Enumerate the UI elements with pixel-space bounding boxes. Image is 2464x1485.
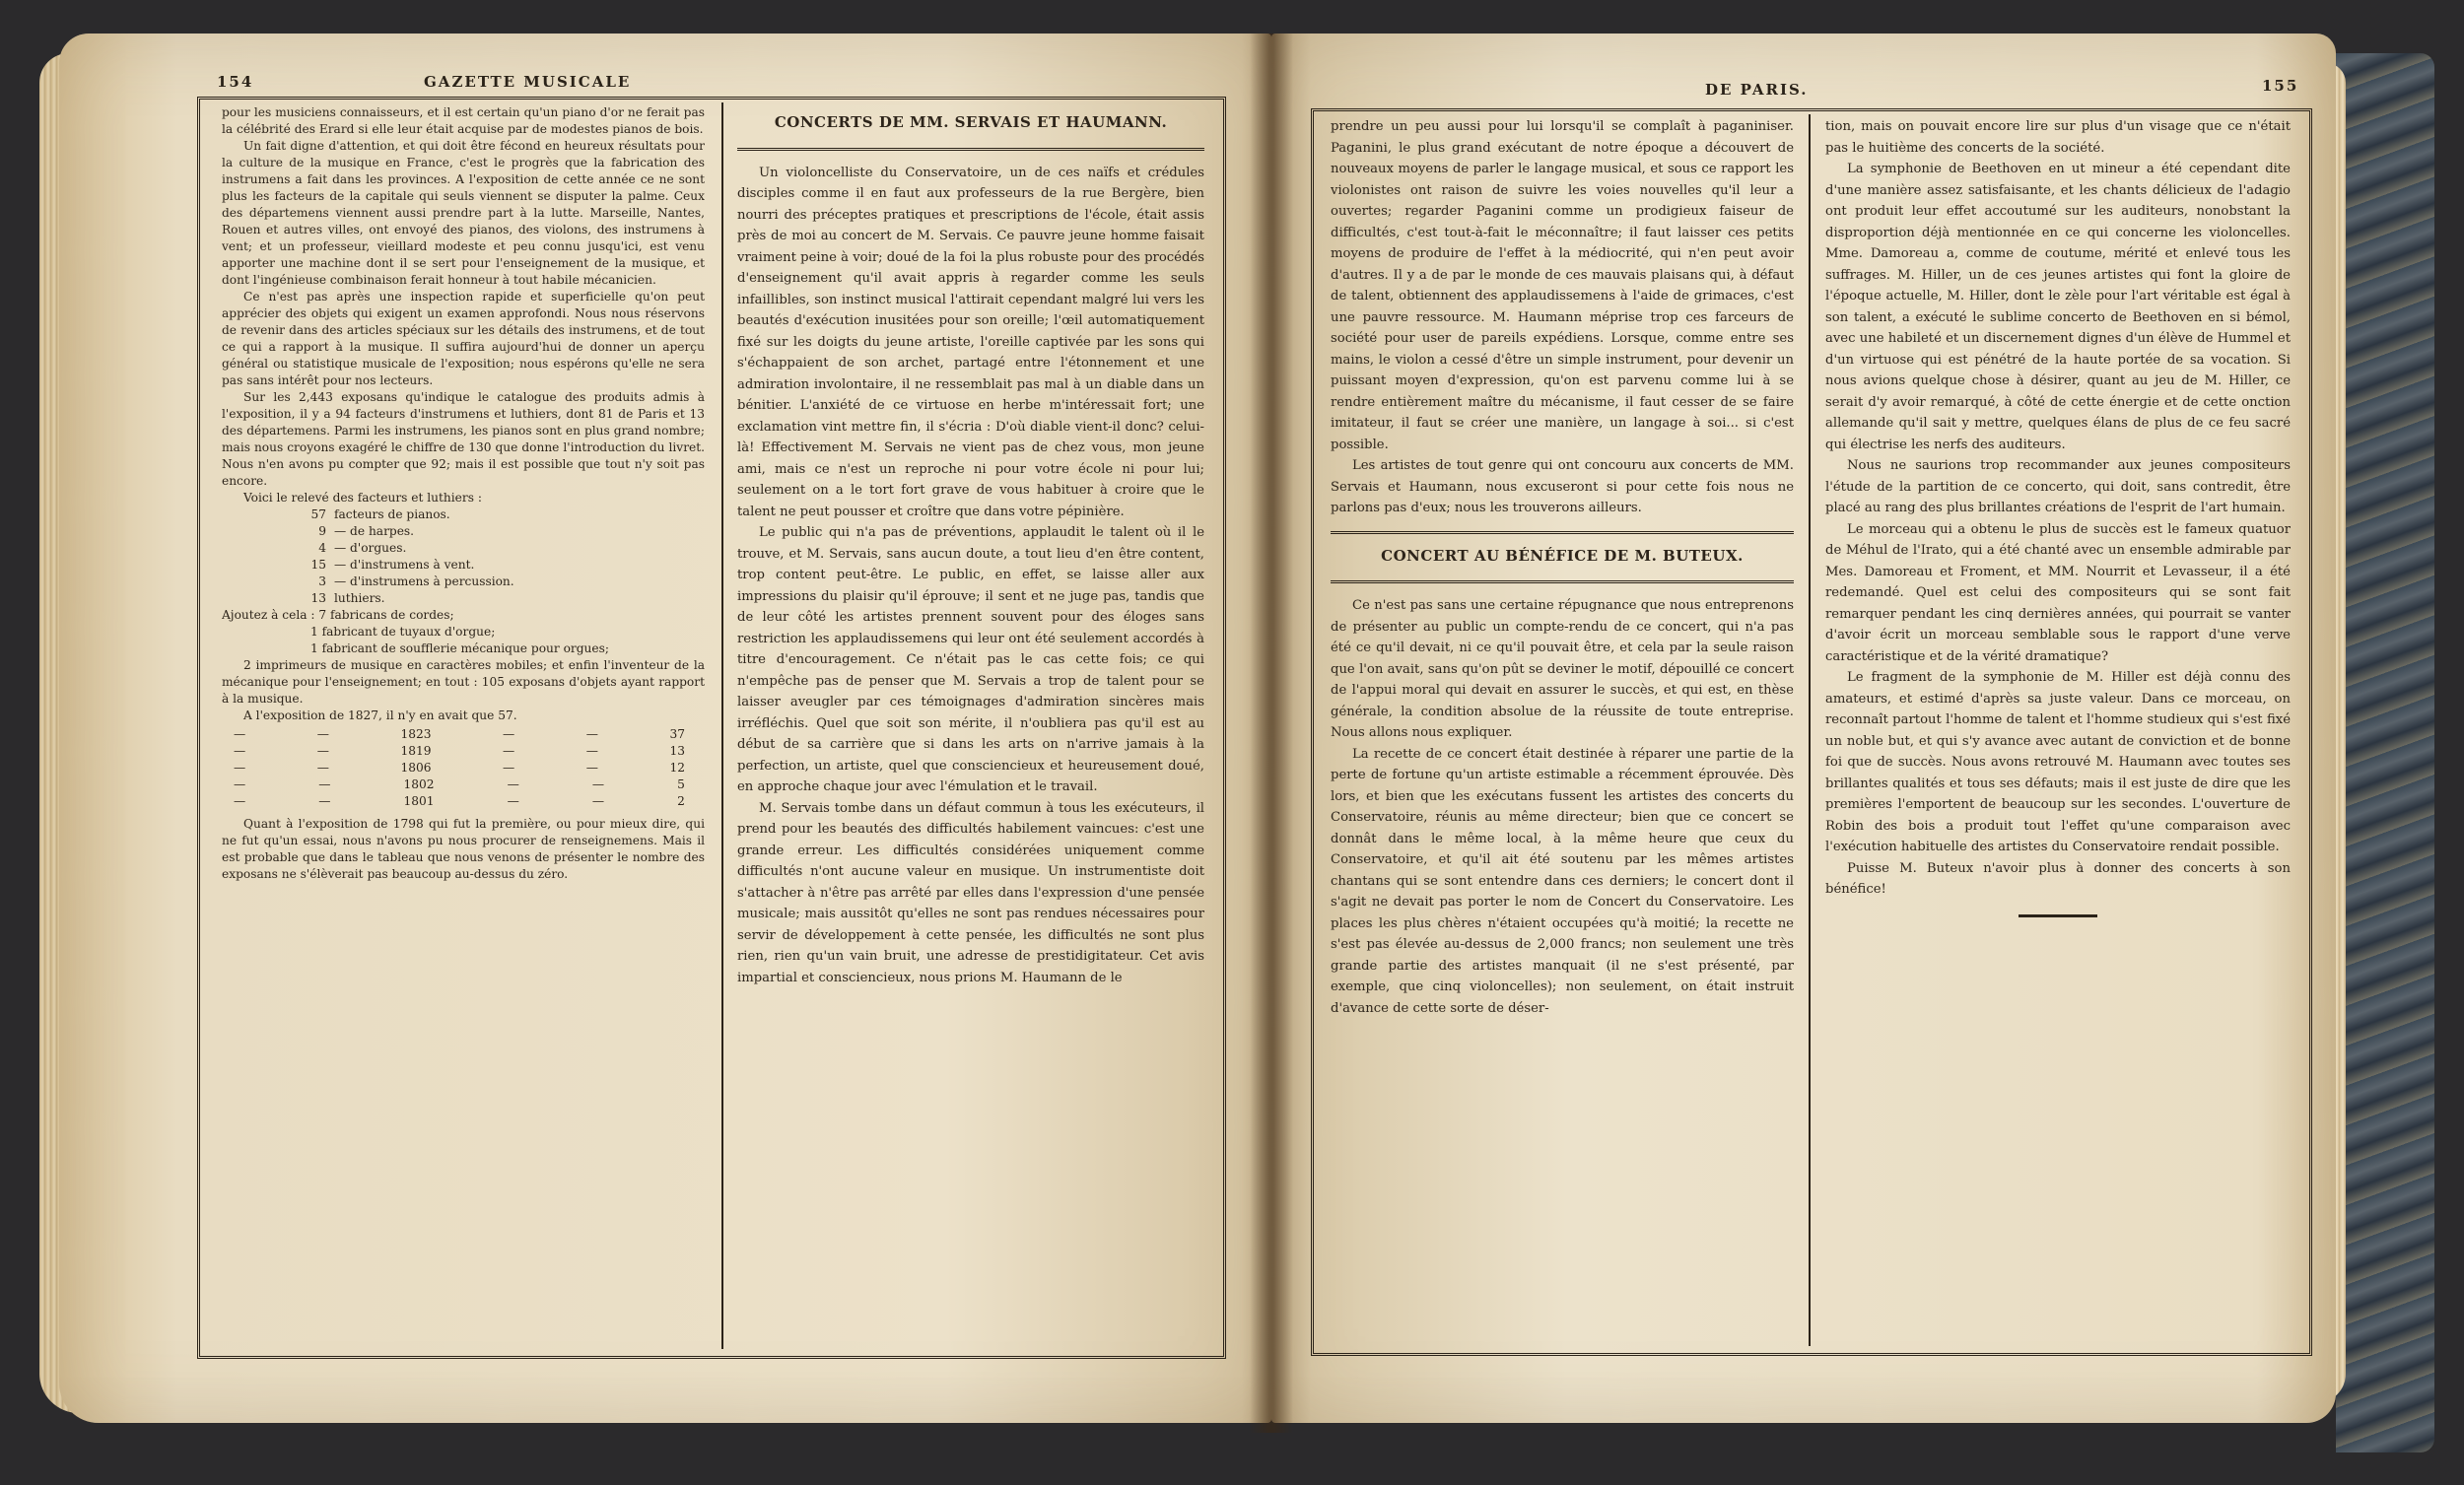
paragraph: Puisse M. Buteux n'avoir plus à donner des concerts à son bénéfice! — [1825, 860, 2291, 897]
facteurs-list — [222, 506, 705, 607]
title-divider — [737, 148, 1204, 151]
title-divider — [1331, 531, 1794, 534]
article-title-servais-haumann: CONCERTS DE MM. SERVAIS ET HAUMANN. — [774, 113, 1168, 131]
list-item: 4 — d'orgues. — [318, 541, 407, 555]
left-column-rule — [721, 102, 723, 1349]
paragraph: La symphonie de Beethoven en ut mineur a été cependant dite d'une manière assez satisfaisante, et les chants délicieux de l'adagio ont produit leur effet accoutumé sur les auditeurs, nonobstant la disproportion déjà mentionnée en ce qui concerne les violoncelles. Mme. Damoreau a, comme de coutume, mérité et enlevé tous les suffrages. M. Hiller, un de ces jeunes artistes qui font la gloire de l'époque actuelle, M. Hiller, dont le zèle pour l'art véritable est égal à son talent, a exécuté le sublime concerto de Beethoven en si bémol, avec une habileté et un discernement dignes d'un élève de Hummel et d'un virtuose qui est pénétré de la haute portée de sa vocation. Si nous avions quelque chose à désirer, quant au jeu de M. Hiller, ce serait d'y avoir remarqué, à côté de cette énergie et de cette onction allemande qu'il sait y mettre, quelques élans de plus de ce feu sacré qui électrise les nerfs des auditeurs. — [1825, 162, 2291, 452]
paragraph: prendre un peu aussi pour lui lorsqu'il se complaît à paganiniser. Paganini, le plus grand exécutant de notre époque a découvert de nouveaux moyens de parler le langage musical, et sous ce rapport les violonistes ont raison de suivre les voies nouvelles qu'il leur a ouvertes; regarder Paganini comme un prodigieux faiseur de difficultés, c'est tout-à-fait le méconnaître; il faut laisser ces petits moyens de produire de l'effet à la médiocrité, qui n'en peut avoir d'autres. Il y a de par le monde de ces mauvais plaisans qui, à défaut de talent, obtiennent des applaudissemens à l'aide de grimaces, c'est une pauvre ressource. M. Haumann méprise trop ces farceurs de société pour user de pareils expédiens. Lorsque, comme entre ses mains, le violon a cessé d'être un simple instrument, pour devenir un puissant moyen d'expression, qu'on est parvenu comme lui à se rendre entièrement maître du mécanisme, il faut cesser de se faire imitateur, il faut se créer une manière, un langage à soi... si c'est possible. — [1331, 119, 1794, 452]
additional-list — [222, 624, 705, 657]
paragraph: Le fragment de la symphonie de M. Hiller est déjà connu des amateurs, et estimé d'après sa juste valeur. Dans ce morceau, on reconnaît partout l'homme de talent et l'homme studieux qui s'est fixé un noble but, et qui s'y avance avec autant de conviction et de bonne foi que de succès. Nous avons retrouvé M. Haumann avec toutes ses brillantes qualités et tous ses défauts; mais il est juste de dire que les premières l'emportent de beaucoup sur les secondes. L'ouverture de Robin des bois a produit tout l'effet qu'une comparaison avec l'exécution habituelle des artistes du Conservatoire rendait possible. — [1825, 670, 2291, 854]
list-item: 3 — d'instrumens à percussion. — [318, 574, 514, 588]
book-cover-marbled — [2336, 53, 2434, 1452]
article-title-buteux: CONCERT AU BÉNÉFICE DE M. BUTEUX. — [1381, 546, 1744, 565]
table-row: — — 1819 — — 13 — [234, 744, 685, 758]
exposition-stats-table — [222, 726, 705, 810]
left-running-head: GAZETTE MUSICALE — [424, 73, 632, 91]
list-item: 13 luthiers. — [310, 591, 385, 605]
list-item: 2 imprimeurs de musique en caractères mobiles; et enfin l'inventeur de la mécanique pour l'enseignement; en tout : 105 exposans d'objets ayant rapport à la musique. — [222, 658, 705, 706]
paragraph: Ce n'est pas après une inspection rapide et superficielle qu'on peut apprécier des objets qui exigent un examen approfondi. Nous nous réservons de revenir dans des articles spéciaux sur les détails des instrumens, et de tout ce qui a rapport à la musique. Il suffira aujourd'hui de donner un aperçu général ou statistique musicale de l'exposition; nous espérons qu'elle ne sera pas sans intérêt pour nos lecteurs. — [222, 290, 705, 387]
paragraph: Les artistes de tout genre qui ont concouru aux concerts de MM. Servais et Haumann, nous excuseront si pour cette fois nous ne parlons pas d'eux; nous les trouverons ailleurs. — [1331, 458, 1794, 515]
book-gutter — [1250, 34, 1293, 1433]
right-running-head: DE PARIS. — [1705, 81, 1809, 99]
title-divider — [1331, 580, 1794, 583]
table-row: — — 1802 — — 5 — [234, 777, 685, 791]
paragraph: pour les musiciens connaisseurs, et il est certain qu'un piano d'or ne ferait pas la célébrité des Erard si elle leur était acquise par de modestes pianos de bois. — [222, 105, 705, 136]
end-ornament — [2019, 914, 2097, 917]
list-intro: Voici le relevé des facteurs et luthiers : — [243, 491, 482, 505]
paragraph: Ce n'est pas sans une certaine répugnance que nous entreprenons de présenter au public un compte-rendu de ce concert, qui n'a pas été ce qu'il devait, ni ce qu'il pouvait être, et cela par la seule raison que l'on avait, sans qu'on pût se deviner le motif, dépouillé ce concert de l'appui moral qui devait en assurer le succès, et qui est, en thèse générale, la condition absolue de la réussite de toute entreprise. Nous allons nous expliquer. — [1331, 598, 1794, 740]
stats-intro: A l'exposition de 1827, il n'y en avait que 57. — [243, 709, 517, 722]
paragraph: Nous ne saurions trop recommander aux jeunes compositeurs l'étude de la partition de ce concerto, qui doit, sans contredit, être placé au rang des plus brillantes créations de l'esprit de l'art humain. — [1825, 458, 2291, 515]
paragraph: tion, mais on pouvait encore lire sur plus d'un visage que ce n'était pas le huitième des concerts de la société. — [1825, 119, 2291, 156]
paragraph: Sur les 2,443 exposans qu'indique le catalogue des produits admis à l'exposition, il y a 94 facteurs d'instrumens et luthiers, dont 81 de Paris et 13 des départemens. Parmi les instrumens, les pianos sont en plus grand nombre; mais nous croyons exagéré le chiffre de 130 que donne l'introduction du livret. Nous n'en avons pu compter que 92; mais il est possible que tout n'y soit pas encore. — [222, 390, 705, 488]
right-page — [1271, 34, 2336, 1423]
list-item: 9 — de harpes. — [318, 524, 415, 538]
list-item: 1 fabricant de soufflerie mécanique pour orgues; — [310, 641, 609, 655]
paragraph: Un violoncelliste du Conservatoire, un de ces naïfs et crédules disciples comme il en faut aux professeurs de la rue Bergère, bien nourri des préceptes pratiques et prescriptions de l'école, était assis près de moi au concert de M. Servais. Ce pauvre jeune homme faisait vraiment peine à voir; doué de la foi la plus robuste pour des procédés d'enseignement qu'il avait appris à regarder comme les seuls infaillibles, son instinct musical l'attirait cependant malgré lui vers les beautés d'exécution inusitées pour son oreille; l'œil automatiquement fixé sur les doigts du jeune artiste, l'oreille captivée par les sons qui s'échappaient de son archet, partagé entre l'étonnement et une admiration involontaire, il ne ressemblait pas mal à un diable dans un bénitier. L'anxiété de ce virtuose en herbe m'intéressait fort; une exclamation vint mettre fin, il s'écria : D'où diable vient-il donc? celui-là! Effectivement M. Servais ne vient pas de chez vous, mon jeune ami, mais ce n'est un reproche ni pour votre école ni pour lui; seulement on a le tort fort grave de vous habituer à croire que le talent ne peut pousser et croître que dans votre pépinière. — [737, 165, 1204, 519]
table-row: — — 1801 — — 2 — [234, 794, 685, 808]
right-column-rule — [1809, 114, 1811, 1346]
open-book — [39, 34, 2434, 1452]
table-row: — — 1823 — — 37 — [234, 727, 685, 741]
list-item: 57 facteurs de pianos. — [310, 507, 450, 521]
left-column-2 — [737, 104, 1204, 1346]
right-page-number: 155 — [2262, 77, 2299, 95]
paragraph: Le morceau qui a obtenu le plus de succès est le fameux quatuor de Méhul de l'Irato, qui a été chanté avec un ensemble admirable par Mes. Damoreau et Froment, et MM. Nourrit et Levasseur, il a été redemandé. Quel est celui des compositeurs qui se sont fait remarquer pendant les cinq dernières années, qui pourrait se vanter d'avoir écrit un morceau semblable sous le rapport d'une verve caractéristique et de la vérité dramatique? — [1825, 521, 2291, 664]
paragraph: Un fait digne d'attention, et qui doit être fécond en heureux résultats pour la culture de la musique en France, c'est le progrès que la fabrication des instrumens a fait dans les provinces. A l'exposition de cette année ce ne sont plus les facteurs de la capitale qui seuls viennent se disputer la palme. Ceux des départemens viennent aussi prendre part à la lutte. Marseille, Nantes, Rouen et autres villes, ont envoyé des pianos, des violons, des instrumens à vent; et un professeur, vieillard modeste et peu connu jusqu'ici, est venu apporter une machine dont il se sert pour l'enseignement de la musique, et dont l'ingénieuse combinaison ferait honneur à tout habile mécanicien. — [222, 139, 705, 287]
list-item: 1 fabricant de tuyaux d'orgue; — [310, 625, 496, 639]
list-item: 15 — d'instrumens à vent. — [310, 558, 475, 572]
right-column-1 — [1331, 116, 1794, 1346]
table-row: — — 1806 — — 12 — [234, 761, 685, 775]
paragraph: La recette de ce concert était destinée à réparer une partie de la perte de fortune qu'un artiste estimable a récemment éprouvée. Dès lors, et bien que les exécutans fussent les artistes des concerts du Conservatoire, réunis au même directeur; bien que ce concert se donnât dans le même local, à la même heure que ceux du Conservatoire, et qu'il ait été soutenu par les mêmes artistes chantans qui se sont entendre dans ces derniers; le concert dont il s'agit ne devait pas porter le nom de Concert du Conservatoire. Les places les plus chères n'étaient occupées qu'à moitié; la recette ne s'est pas élevée au-dessus de 2,000 francs; non seulement une très grande partie des artistes manquait (il ne s'est présenté, par exemple, que cinq violoncelles); non seulement, on était instruit d'avance de cette sorte de déser- — [1331, 746, 1794, 1016]
right-column-2 — [1825, 116, 2291, 1346]
paragraph: M. Servais tombe dans un défaut commun à tous les exécuteurs, il prend pour les beautés des difficultés habilement vaincues: c'est une grande erreur. Les difficultés considérées uniquement comme difficultés n'ont aucune valeur en musique. Un instrumentiste doit s'attacher à n'être pas arrêté par elles dans l'expression d'une pensée musicale; mais aussitôt qu'elles ne sont pas rendues nécessaires pour servir de développement à cette pensée, les difficultés ne sont plus rien, rien qu'un vain bruit, une adresse de prestidigitateur. Cet avis impartial et consciencieux, nous prions M. Haumann de le — [737, 800, 1204, 985]
left-column-1 — [222, 104, 705, 1346]
left-page-number: 154 — [217, 73, 254, 91]
paragraph: Le public qui n'a pas de préventions, applaudit le talent où il le trouve, et M. Servais, sans aucun doute, a tout lieu d'en être content, trop content peut-être. Le public, en effet, se laisse aller aux impressions du plaisir qu'il éprouve; il sent et ne juge pas, tandis que de leur côté les artistes prennent souvent pour des éloges sans restriction les applaudissemens qui leur ont été seulement accordés à titre d'encouragement. Ce n'était pas le cas cette fois; ce qui n'empêche pas de penser que M. Servais a trop de talent pour se laisser aveugler par ces témoignages d'admiration sincères mais irréfléchis. Quel que soit son mérite, il n'oubliera pas qu'il est au début de sa carrière que si dans les arts on n'arrive jamais à la perfection, un artiste, quel que consciencieux et heureusement doué, en approche chaque jour avec l'émulation et le travail. — [737, 525, 1204, 794]
left-page — [59, 34, 1271, 1423]
ajoutez-line: Ajoutez à cela : 7 fabricans de cordes; — [222, 608, 454, 622]
paragraph: Quant à l'exposition de 1798 qui fut la première, ou pour mieux dire, qui ne fut qu'un essai, nous n'avons pu nous procurer de renseignemens. Mais il est probable que dans le tableau que nous venons de présenter le nombre des exposans ne s'élèverait pas beaucoup au-dessus du zéro. — [222, 817, 705, 881]
